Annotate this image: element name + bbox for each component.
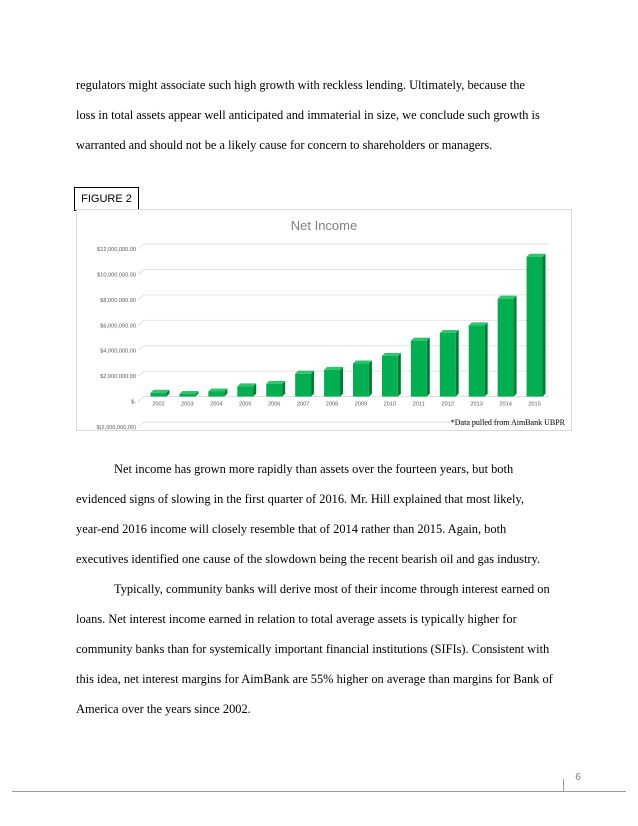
y-tick-label: $(2,000,000.00) <box>96 425 136 430</box>
bar <box>469 325 485 396</box>
bar-top <box>266 381 285 384</box>
bar <box>179 394 195 397</box>
bar-top <box>382 353 401 356</box>
bar-side <box>398 353 401 397</box>
text-line: this idea, net interest margins for AimBank are 55% higher on average than margins for Bank of <box>76 672 553 686</box>
bar-top <box>411 338 430 341</box>
intro-paragraph <box>76 70 576 160</box>
gridline-depth <box>138 422 144 427</box>
x-tick-label: 2007 <box>296 401 310 408</box>
x-tick-label: 2012 <box>441 401 454 408</box>
bar-top <box>237 383 256 386</box>
gridline-depth <box>138 269 144 274</box>
bar <box>208 391 224 396</box>
bar-top <box>151 390 170 393</box>
text-line: warranted and should not be a likely cause for concern to shareholders or managers. <box>76 138 493 152</box>
figure-label: FIGURE 2 <box>74 187 139 211</box>
net-income-chart <box>76 209 572 431</box>
gridline-depth <box>138 397 144 402</box>
gridline-depth <box>138 244 144 249</box>
text-line: Net income has grown more rapidly than assets over the fourteen years, but both <box>114 462 514 476</box>
bar <box>324 370 340 397</box>
x-tick-label: 2002 <box>152 401 165 408</box>
bar-side <box>311 371 314 397</box>
x-tick-label: 2004 <box>210 401 223 408</box>
bar-top <box>440 330 459 333</box>
bar <box>266 384 282 397</box>
y-tick-label: $- <box>131 399 136 406</box>
text-line: evidenced signs of slowing in the first quarter of 2016. Mr. Hill explained that most likely, <box>76 492 524 506</box>
bar <box>151 393 167 397</box>
bar-side <box>369 361 372 397</box>
text-line: Typically, community banks will derive most of their income through interest earned on <box>114 582 550 596</box>
y-tick-label: $12,000,000.00 <box>97 247 136 253</box>
chart-svg <box>77 210 571 430</box>
bar-side <box>456 330 459 397</box>
text-line: executives identified one cause of the slowdown being the recent bearish oil and gas industry. <box>76 552 541 566</box>
bar-top <box>353 361 372 364</box>
x-tick-label: 2015 <box>528 401 541 408</box>
bar-top <box>295 371 314 374</box>
bar <box>237 386 253 396</box>
text-line: loans. Net interest income earned in relation to total average assets is typically higher for <box>76 612 517 626</box>
gridline-depth <box>138 346 144 351</box>
bar <box>440 333 456 397</box>
bar-side <box>340 367 343 397</box>
footer-rule-right <box>563 791 626 792</box>
text-line: loss in total assets appear well anticipated and immaterial in size, we conclude such growth is <box>76 108 540 122</box>
gridline-depth <box>138 371 144 376</box>
bar-top <box>527 254 546 257</box>
y-tick-label: $4,000,000.00 <box>100 348 136 355</box>
gridline-depth <box>138 320 144 325</box>
page-number: 6 <box>575 772 581 783</box>
bar-top <box>179 391 198 394</box>
y-tick-label: $10,000,000.00 <box>97 272 136 279</box>
chart-annotation: *Data pulled from AimBank UBPR <box>450 418 565 427</box>
chart-title: Net Income <box>290 218 358 233</box>
body-paragraph-2 <box>76 574 576 724</box>
text-line: regulators might associate such high growth with reckless lending. Ultimately, because the <box>76 78 525 92</box>
bar-side <box>427 338 430 397</box>
bar-side <box>514 296 517 397</box>
x-tick-label: 2006 <box>267 401 281 408</box>
footer-rule <box>12 791 563 792</box>
text-line: year-end 2016 income will closely resemble that of 2014 rather than 2015. Again, both <box>76 522 507 536</box>
bar-top <box>324 367 343 370</box>
x-tick-label: 2008 <box>325 401 339 408</box>
bar <box>411 341 427 397</box>
gridline-depth <box>138 295 144 300</box>
bar <box>527 257 543 397</box>
bar-top <box>208 388 227 391</box>
bar <box>498 299 514 397</box>
bar-top <box>469 322 488 325</box>
text-line: America over the years since 2002. <box>76 702 251 716</box>
x-tick-label: 2003 <box>181 401 194 408</box>
body-paragraph-1 <box>76 454 576 574</box>
x-tick-label: 2011 <box>412 401 425 408</box>
x-tick-label: 2005 <box>239 401 252 408</box>
text-line: community banks than for systemically important financial institutions (SIFIs). Consistent with <box>76 642 550 656</box>
y-tick-label: $2,000,000.00 <box>100 374 136 381</box>
bar-side <box>485 322 488 396</box>
x-tick-label: 2010 <box>383 401 397 408</box>
bar <box>382 356 398 397</box>
x-tick-label: 2013 <box>470 401 483 408</box>
bar-side <box>542 254 545 397</box>
x-tick-label: 2014 <box>499 401 512 408</box>
bar-top <box>498 296 517 299</box>
bar <box>295 374 311 397</box>
bar <box>353 364 369 397</box>
x-tick-label: 2009 <box>354 401 368 408</box>
y-tick-label: $6,000,000.00 <box>100 323 136 330</box>
y-tick-label: $8,000,000.00 <box>100 297 136 304</box>
